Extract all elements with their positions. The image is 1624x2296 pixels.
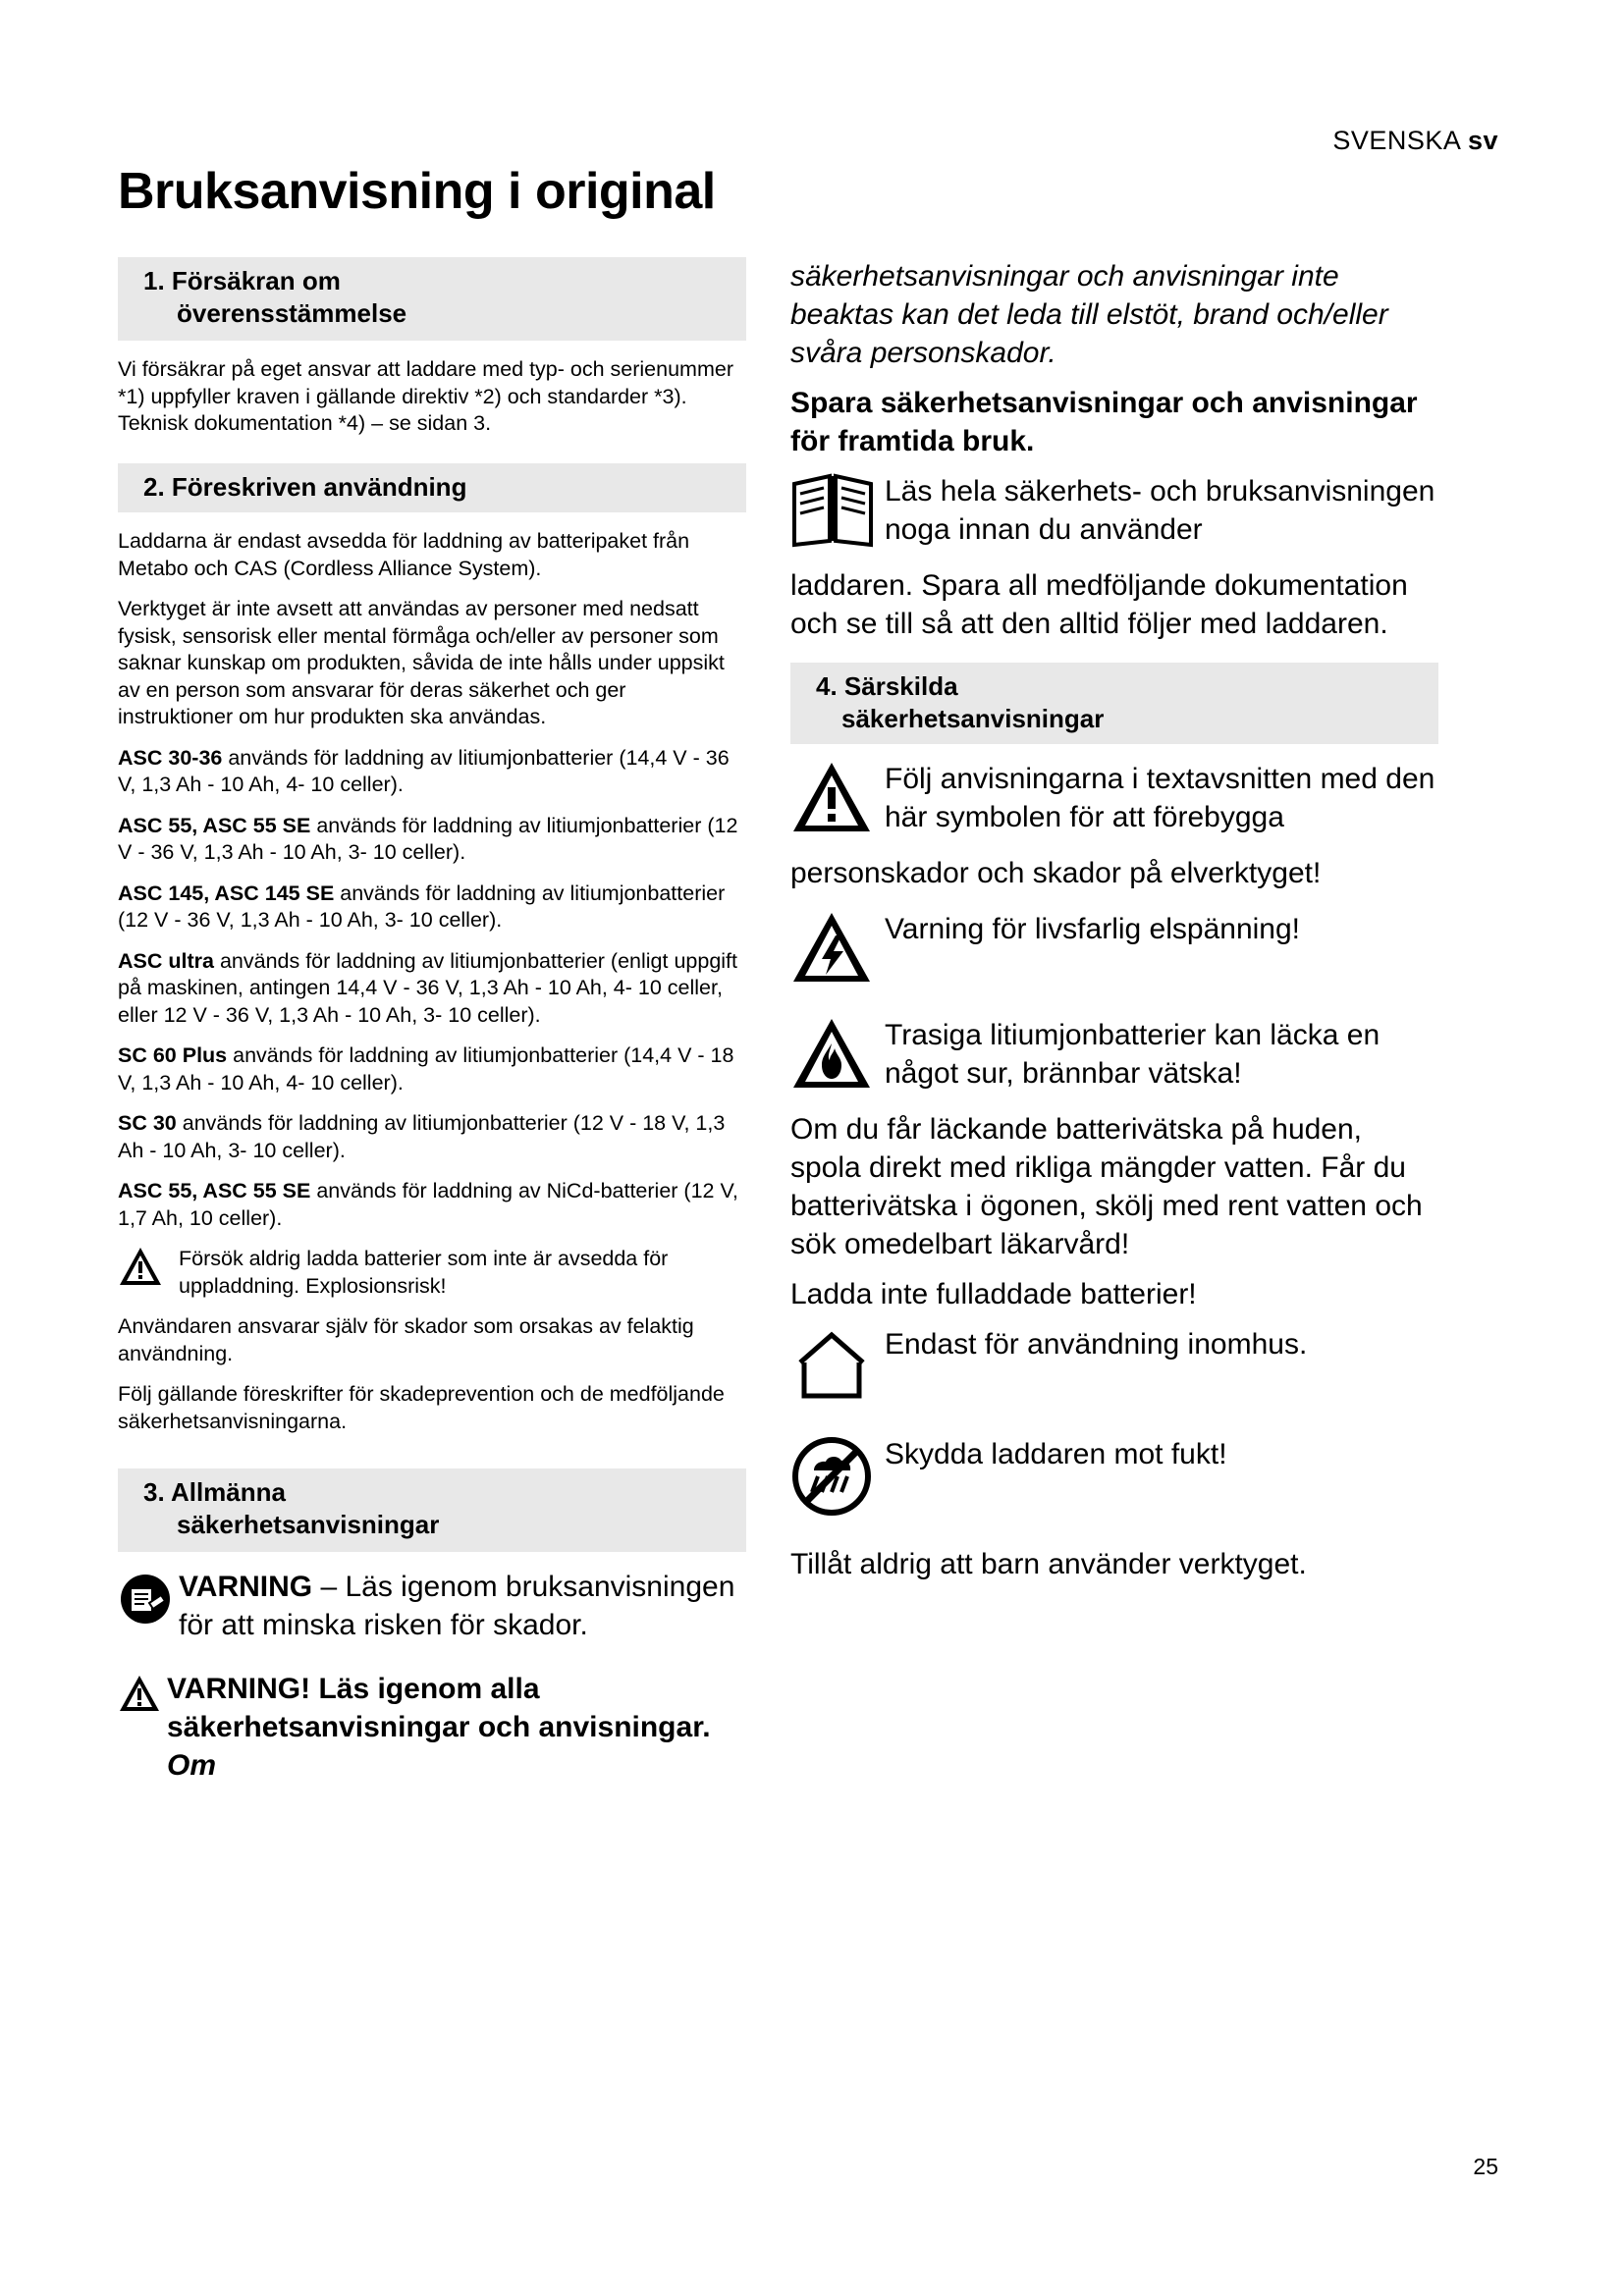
- section-2-title: Föreskriven användning: [171, 471, 467, 502]
- section-1-title-line2: överensstämmelse: [177, 297, 407, 328]
- page-title: Bruksanvisning i original: [118, 163, 716, 220]
- header-language-text: SVENSKA: [1332, 126, 1460, 155]
- voltage-warning-text: Varning för livsfarlig elspänning!: [885, 913, 1301, 945]
- section-4-heading: [790, 663, 1438, 744]
- moisture-warning-text: Skydda laddaren mot fukt!: [885, 1438, 1227, 1470]
- warning-triangle-icon: [790, 760, 873, 834]
- read-all-warnings-italic: Om: [167, 1749, 217, 1783]
- section-4-title-line1: Särskilda: [843, 671, 958, 701]
- model-asc-ultra-desc: används för laddning av litiumjonbatterier (enligt uppgift på maskinen, antingen 14,4 V - 36 V, 1,3 Ah - 10 Ah, 4- 10 celler, eller 12 V - 36 V, 1,3 Ah - 10 Ah, 3- 10 celler).: [118, 948, 738, 1027]
- voltage-warning-block: [790, 910, 1438, 994]
- section-1-paragraph: Vi försäkrar på eget ansvar att laddare med typ- och serienummer *1) uppfyller kraven i gällande direktiv *2) och standarder *3). Teknisk dokumentation *4) – se sidan 3.: [118, 357, 733, 436]
- read-manual-icon: [120, 1574, 171, 1625]
- charge-warning-text: Ladda inte fulladdade batterier!: [790, 1278, 1197, 1310]
- read-manual-rest-text: laddaren. Spara all medföljande dokumentation och se till så att den alltid följer med laddaren.: [790, 569, 1408, 640]
- model-asc-55-name: ASC 55, ASC 55 SE: [118, 813, 311, 837]
- moisture-warning-block: [790, 1435, 1438, 1520]
- read-manual-warning-text: [179, 1568, 746, 1644]
- book-icon: [790, 472, 875, 549]
- section-1-number: 1.: [143, 266, 165, 295]
- high-voltage-icon: [790, 910, 873, 985]
- model-asc-145: [118, 881, 746, 934]
- model-asc-145-desc: används för laddning av litiumjonbatterier (12 V - 36 V, 1,3 Ah - 10 Ah, 3- 10 celler).: [118, 881, 726, 933]
- children-warning-text: Tillåt aldrig att barn använder verktyget.: [790, 1548, 1307, 1580]
- model-asc-30-36-name: ASC 30-36: [118, 745, 223, 770]
- section-2-number: 2.: [143, 471, 165, 502]
- model-asc-ultra: [118, 948, 746, 1030]
- indoor-use-block: [790, 1325, 1438, 1410]
- section-3-heading: [118, 1468, 746, 1552]
- model-sc-30-name: SC 30: [118, 1111, 177, 1136]
- fire-warning-block: [790, 1016, 1438, 1100]
- model-asc-55: [118, 813, 746, 867]
- leak-instructions-text: Om du får läckande batterivätska på huden, spola direkt med rikliga mängder vatten. Får du batterivätska i ögonen, skölj med rent vatten och sök omedelbart läkarvård!: [790, 1113, 1423, 1260]
- flammable-icon: [790, 1016, 873, 1091]
- model-sc-30: [118, 1110, 746, 1164]
- follow-instructions-block: [790, 760, 1438, 844]
- explosion-warning-block: [118, 1246, 746, 1300]
- warning-triangle-icon: [118, 1674, 161, 1713]
- model-asc-55-nicd: [118, 1178, 746, 1232]
- fire-warning-text: Trasiga litiumjonbatterier kan läcka en något sur, brännbar vätska!: [885, 1019, 1380, 1090]
- model-asc-30-36: [118, 745, 746, 799]
- section-2-heading: [118, 463, 746, 513]
- model-asc-ultra-name: ASC ultra: [118, 948, 214, 973]
- section-4-title-line2: säkerhetsanvisningar: [841, 703, 1105, 733]
- explosion-warning-text: Försök aldrig ladda batterier som inte är avsedda för uppladdning. Explosionsrisk!: [179, 1247, 669, 1298]
- page-header-language: [1332, 126, 1498, 156]
- right-column: [790, 257, 1438, 1595]
- model-asc-30-36-desc: används för laddning av litiumjonbatterier (14,4 V - 36 V, 1,3 Ah - 10 Ah, 4- 10 celler).: [118, 745, 730, 797]
- section-2-p11: Följ gällande föreskrifter för skadeprevention och de medföljande säkerhetsanvisningarna.: [118, 1382, 725, 1433]
- page-number: 25: [1473, 2154, 1498, 2179]
- section-1-heading: [118, 257, 746, 341]
- left-column: [118, 257, 746, 1796]
- section-4-number: 4.: [816, 671, 838, 701]
- model-sc-30-desc: används för laddning av litiumjonbatterier (12 V - 18 V, 1,3 Ah - 10 Ah, 3- 10 celler).: [118, 1111, 726, 1162]
- header-language-code: sv: [1467, 126, 1498, 155]
- read-manual-warning-block: [118, 1568, 746, 1644]
- model-sc-60-plus-name: SC 60 Plus: [118, 1043, 228, 1068]
- section-2-p2: Verktyget är inte avsett att användas av personer med nedsatt fysisk, sensorisk eller mental förmåga och/eller av personer som saknar kunskap om produkten, såvida de inte hålls under uppsikt av en person som ansvarar för deras säkerhet och ger instruktioner om hur produkten ska användas.: [118, 597, 725, 729]
- model-asc-145-name: ASC 145, ASC 145 SE: [118, 881, 335, 905]
- save-instructions-paragraph: Spara säkerhetsanvisningar och anvisningar för framtida bruk.: [790, 387, 1418, 457]
- read-manual-lead-text: Läs hela säkerhets- och bruksanvisningen noga innan du använder: [885, 475, 1435, 546]
- read-manual-warning-bold: VARNING: [179, 1571, 313, 1604]
- indoor-use-icon: [790, 1325, 873, 1402]
- read-manual-block: [790, 472, 1438, 557]
- model-asc-55-nicd-desc: används för laddning av NiCd-batterier (12 V, 1,7 Ah, 10 celler).: [118, 1179, 738, 1230]
- follow-instructions-rest-text: personskador och skador på elverktyget!: [790, 857, 1322, 889]
- model-asc-55-nicd-name: ASC 55, ASC 55 SE: [118, 1179, 311, 1203]
- section-3-number: 3.: [143, 1477, 165, 1508]
- section-1-title-line1: Försäkran om: [171, 266, 341, 295]
- model-sc-60-plus: [118, 1042, 746, 1096]
- section-3-title-line1: Allmänna: [170, 1477, 286, 1508]
- read-manual-warning-rest: – Läs igenom bruksanvisningen för att minska risken för skador.: [179, 1571, 735, 1642]
- section-2-p1: Laddarna är endast avsedda för laddning av batteripaket från Metabo och CAS (Cordless Alliance System).: [118, 529, 690, 580]
- section-2-p10: Användaren ansvarar själv för skador som orsakas av felaktig användning.: [118, 1314, 694, 1365]
- section-3-title-line2: säkerhetsanvisningar: [177, 1509, 440, 1539]
- read-all-warnings-bold: VARNING! Läs igenom alla säkerhetsanvisningar och anvisningar.: [167, 1673, 711, 1744]
- continuation-paragraph: säkerhetsanvisningar och anvisningar inte beaktas kan det leda till elstöt, brand och/eller svåra personskador.: [790, 260, 1388, 369]
- follow-instructions-lead-text: Följ anvisningarna i textavsnitten med den här symbolen för att förebygga: [885, 763, 1435, 833]
- model-asc-55-desc: används för laddning av litiumjonbatterier (12 V - 36 V, 1,3 Ah - 10 Ah, 3- 10 celler).: [118, 813, 738, 865]
- indoor-use-text: Endast för användning inomhus.: [885, 1328, 1308, 1361]
- read-all-warnings-text: [167, 1670, 746, 1785]
- model-sc-60-plus-desc: används för laddning av litiumjonbatterier (14,4 V - 18 V, 1,3 Ah - 10 Ah, 4- 10 celler).: [118, 1043, 734, 1095]
- read-all-warnings-block: [118, 1670, 746, 1785]
- small-warning-triangle-icon: [118, 1246, 163, 1287]
- no-moisture-icon: [790, 1435, 873, 1518]
